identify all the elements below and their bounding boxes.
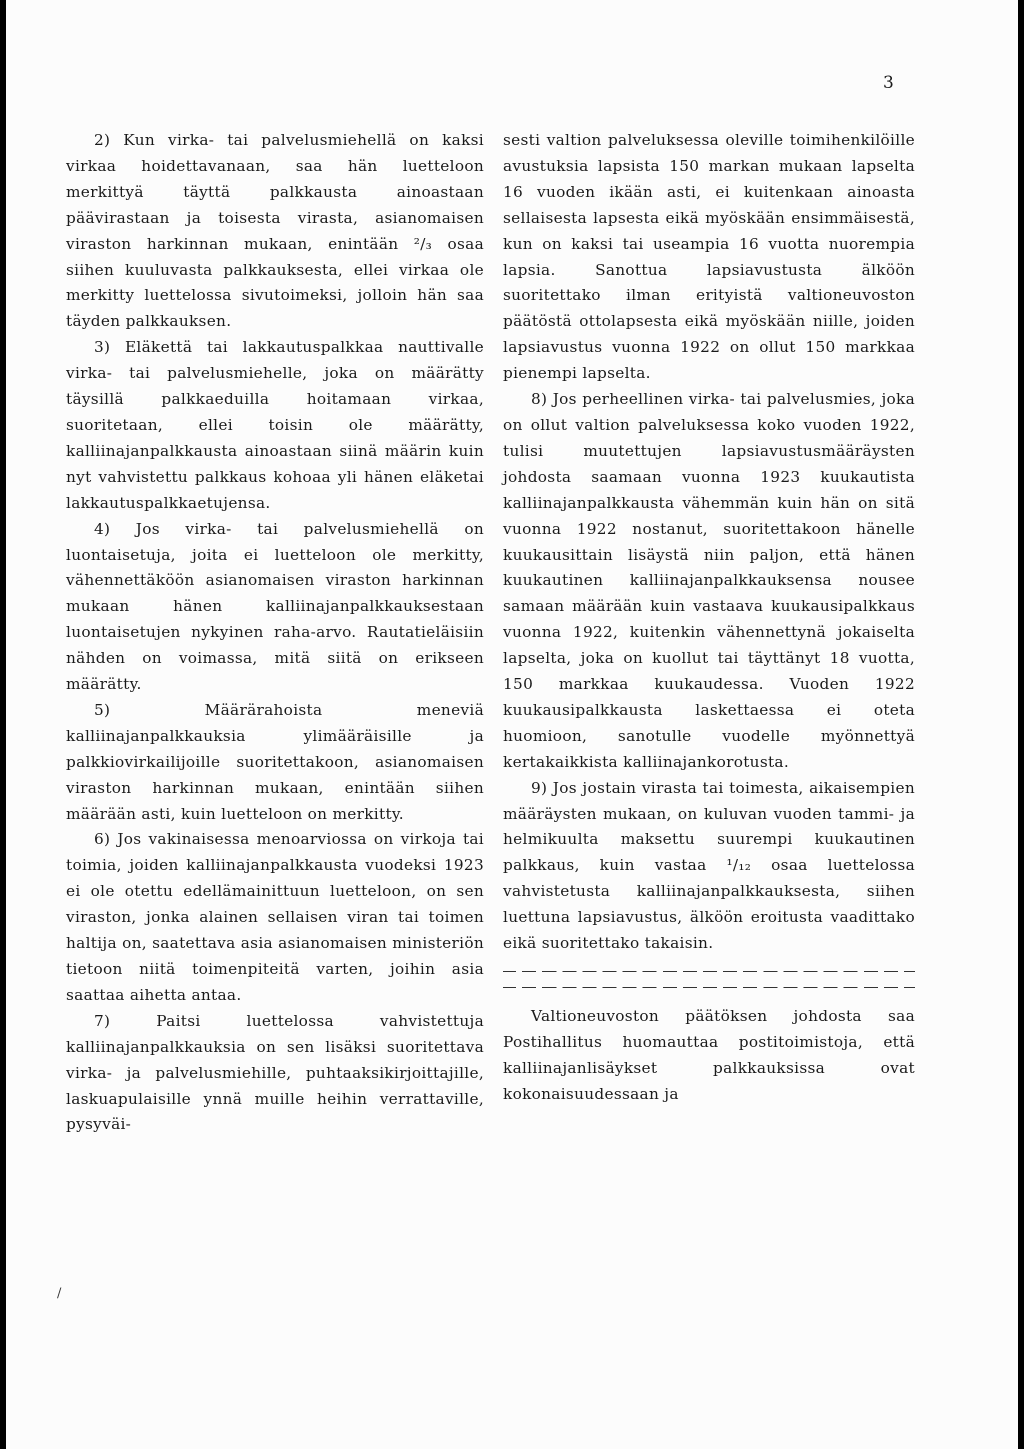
paragraph-7: 7) Paitsi luettelossa vahvistettuja kalliinajanpalkkauksia on sen lisäksi suoritettava virka- ja palvelusmiehille, puhtaaksikirjoittajille, laskuapulaisille ynnä muille heihin verrattaville, pysyväi- bbox=[66, 1011, 484, 1134]
dashed-divider bbox=[503, 971, 915, 972]
paragraph-2: 2) Kun virka- tai palvelusmiehellä on kaksi virkaa hoidettavanaan, saa hän luetteloon merkittyä täyttä palkkausta ainoastaan päävirastaan ja toisesta virasta, asianomaisen viraston harkinnan mukaan, enintään ²/₃ osaa siihen kuuluvasta palkkauksesta, ellei virkaa ole merkitty luettelossa sivutoimeksi, jolloin hän saa täyden palkkauksen. bbox=[66, 131, 484, 331]
paragraph-5: 5) Määrärahoista meneviä kalliinajanpalkkauksia ylimääräisille ja palkkiovirkailijoille suoritettakoon, asianomaisen viraston harkinnan mukaan, enintään siihen määrään asti, kuin luetteloon on merkitty. bbox=[66, 700, 484, 823]
page-number: 3 bbox=[883, 73, 895, 93]
paragraph-9: 9) Jos jostain virasta tai toimesta, aikaisempien määräysten mukaan, on kuluvan vuoden tammi- ja helmikuulta maksettu suurempi kuukautinen palkkaus, kuin vastaa ¹/₁₂ osaa luettelossa vahvistetusta kalliinajanpalkkauksesta, siihen luettuna lapsiavustus, älköön eroitusta vaadittako eikä suoritettako takaisin. bbox=[503, 778, 915, 953]
paragraph-8: 8) Jos perheellinen virka- tai palvelusmies, joka on ollut valtion palveluksessa koko vuoden 1922, tulisi muutettujen lapsiavustusmääräysten johdosta saamaan vuonna 1923 kuukautista kalliinajanpalkkausta vähemmän kuin hän on sitä vuonna 1922 nostanut, suoritettakoon hänelle kuukausittain lisäystä niin paljon, että hänen kuukautinen kalliinajanpalkkauksensa nousee samaan määrään kuin vastaava kuukausipalkkaus vuonna 1922, kuitenkin vähennettynä jokaiselta lapselta, joka on kuollut tai täyttänyt 18 vuotta, 150 markkaa kuukaudessa. Vuoden 1922 kuukausipalkkausta laskettaessa ei oteta huomioon, sanotulle vuodelle myönnettyä kertakaikkista kalliinajankorotusta. bbox=[503, 390, 915, 771]
left-column bbox=[66, 128, 484, 1138]
margin-mark: / bbox=[57, 1286, 62, 1301]
paragraph-7-continued: sesti valtion palveluksessa oleville toimihenkilöille avustuksia lapsista 150 markan mukaan lapselta 16 vuoden ikään asti, ei kuitenkaan ainoasta sellaisesta lapsesta eikä myöskään ensimmäisestä, kun on kaksi tai useampia 16 vuotta nuorempia lapsia. Sanottua lapsiavustusta älköön suoritettako ilman erityistä valtioneuvoston päätöstä ottolapsesta eikä myöskään niille, joiden lapsiavustus vuonna 1922 on ollut 150 markkaa pienempi lapselta. bbox=[503, 131, 915, 383]
paragraph-3: 3) Eläkettä tai lakkautuspalkkaa nauttivalle virka- tai palvelusmiehelle, joka on määrätty täysillä palkkaeduilla hoitamaan virkaa, suoritetaan, ellei toisin ole määrätty, kalliinajanpalkkausta ainoastaan siinä määrin kuin nyt vahvistettu palkkaus kohoaa yli hänen eläketai lakkautuspalkkaetujensa. bbox=[66, 338, 484, 512]
closing-paragraph: Valtioneuvoston päätöksen johdosta saa Postihallitus huomauttaa postitoimistoja, että kalliinajanlisäykset palkkauksissa ovat kokonaisuudessaan ja bbox=[503, 1007, 915, 1103]
dashed-divider bbox=[503, 987, 915, 988]
paragraph-6: 6) Jos vakinaisessa menoarviossa on virkoja tai toimia, joiden kalliinajanpalkkausta vuodeksi 1923 ei ole otettu edellämainittuun luetteloon, on sen viraston, jonka alainen sellaisen viran tai toimen haltija on, saatettava asia asianomaisen ministeriön tietoon niitä toimenpiteitä varten, joihin asia saattaa aihetta antaa. bbox=[66, 830, 484, 1004]
paragraph-4: 4) Jos virka- tai palvelusmiehellä on luontaisetuja, joita ei luetteloon ole merkitty, vähennettäköön asianomaisen viraston harkinnan mukaan hänen kalliinajanpalkkauksestaan luontaisetujen nykyinen raha-arvo. Rautatieläisiin nähden on voimassa, mitä siitä on erikseen määrätty. bbox=[66, 519, 484, 694]
document-page bbox=[6, 0, 1018, 1449]
right-column bbox=[503, 128, 915, 1108]
